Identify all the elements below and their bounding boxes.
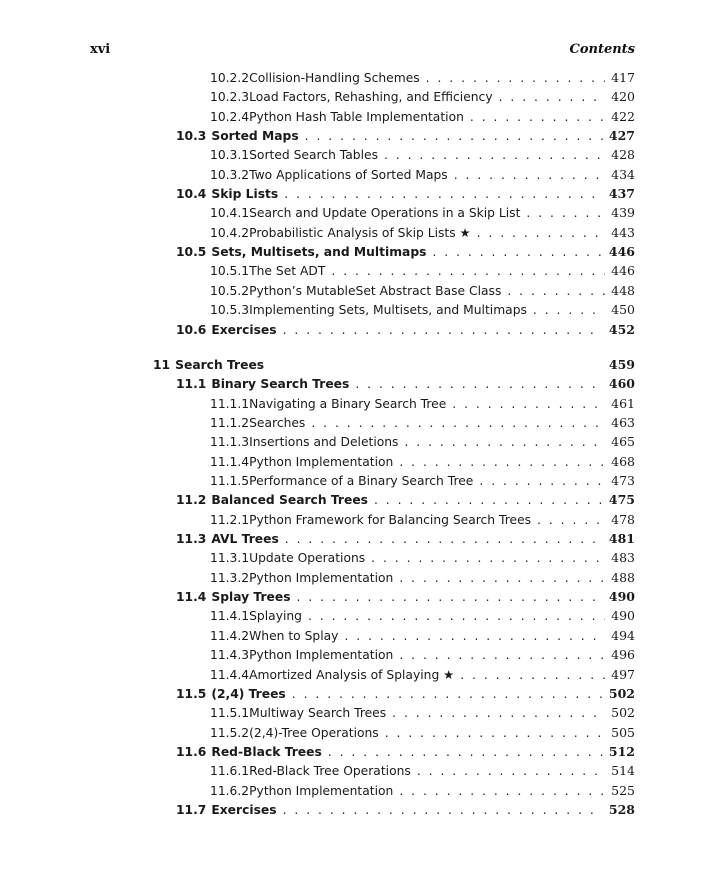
dot-leader (470, 108, 605, 127)
toc-entry-page-number: 494 (611, 628, 635, 643)
toc-entry-page-number: 502 (611, 705, 635, 720)
running-title: Contents (569, 42, 635, 57)
toc-entry-page-number: 443 (611, 225, 635, 240)
toc-entry-number: 11.6.1 (210, 764, 250, 778)
toc-section-entry[interactable] (176, 587, 635, 606)
toc-entry-page-number: 475 (608, 492, 635, 507)
toc-entry-page-number: 439 (611, 205, 635, 220)
dot-leader (371, 549, 605, 568)
toc-entry-number: 10.4 (176, 187, 207, 201)
toc-entry-number: 11.3.1 (210, 551, 250, 565)
toc-section-entry[interactable] (176, 242, 635, 261)
dot-leader (507, 282, 605, 301)
toc-subsection-entry[interactable] (210, 781, 635, 800)
dot-leader (284, 185, 603, 204)
toc-entry-title: Splaying (249, 609, 302, 623)
toc-entry-title: Python Hash Table Implementation (249, 110, 464, 124)
toc-subsection-entry[interactable] (210, 394, 635, 413)
toc-entry-number: 11.1.4 (210, 455, 250, 469)
dot-leader (384, 146, 605, 165)
toc-entry-title: Collision-Handling Schemes (249, 71, 420, 85)
dot-leader (537, 511, 605, 530)
dot-leader (311, 414, 605, 433)
toc-entry-number: 11.6.2 (210, 784, 250, 798)
toc-entry-title: Python Implementation (249, 571, 394, 585)
toc-section-entry[interactable] (176, 529, 635, 548)
dot-leader (385, 724, 605, 743)
toc-entry-number: 11.1.1 (210, 397, 250, 411)
toc-entry-number: 10.4.2 (210, 226, 250, 240)
toc-entry-page-number: 459 (608, 357, 635, 372)
toc-entry-page-number: 461 (611, 396, 635, 411)
toc-entry-page-number: 525 (611, 783, 635, 798)
dot-leader (283, 801, 603, 820)
toc-subsection-entry[interactable] (210, 145, 635, 164)
toc-entry-title: Python’s MutableSet Abstract Base Class (249, 284, 502, 298)
dot-leader (355, 375, 603, 394)
toc-subsection-entry[interactable] (210, 165, 635, 184)
toc-entry-title: Load Factors, Rehashing, and Efficiency (249, 90, 493, 104)
toc-entry-number: 10.3.1 (210, 148, 250, 162)
toc-section-entry[interactable] (176, 126, 635, 145)
dot-leader (399, 782, 605, 801)
toc-entry-number: 10.4.1 (210, 206, 250, 220)
toc-entry-number: 10.5.3 (210, 303, 250, 317)
dot-leader (374, 491, 603, 510)
toc-entry-page-number: 505 (611, 725, 635, 740)
toc-entry-page-number: 481 (608, 531, 635, 546)
toc-subsection-entry[interactable] (210, 761, 635, 780)
dot-leader (399, 453, 605, 472)
toc-subsection-entry[interactable] (210, 281, 635, 300)
toc-entry-title: Skip Lists (211, 187, 279, 201)
toc-entry-number: 11.1.5 (210, 474, 250, 488)
toc-section-entry[interactable] (176, 490, 635, 509)
dot-leader (404, 433, 605, 452)
toc-entry-number: 10.5.1 (210, 264, 250, 278)
toc-entry-page-number: 422 (611, 109, 635, 124)
toc-entry-number: 11 (153, 358, 171, 372)
toc-chapter-entry[interactable] (153, 355, 635, 374)
toc-subsection-entry[interactable] (210, 432, 635, 451)
toc-subsection-entry[interactable] (210, 665, 635, 684)
toc-entry-number: 11.2.1 (210, 513, 250, 527)
dot-leader (479, 472, 605, 491)
dot-leader (331, 262, 605, 281)
toc-entry-number: 11.3 (176, 532, 207, 546)
toc-subsection-entry[interactable] (210, 261, 635, 280)
toc-entry-number: 10.5 (176, 245, 207, 259)
toc-subsection-entry[interactable] (210, 568, 635, 587)
toc-entry-title: Exercises (211, 323, 277, 337)
toc-subsection-entry[interactable] (210, 723, 635, 742)
toc-subsection-entry[interactable] (210, 703, 635, 722)
toc-entry-title: Implementing Sets, Multisets, and Multimaps (249, 303, 527, 317)
toc-entry-page-number: 514 (611, 763, 635, 778)
toc-subsection-entry[interactable] (210, 626, 635, 645)
toc-entry-title: Red-Black Trees (211, 745, 322, 759)
toc-entry-title: Splay Trees (211, 590, 291, 604)
toc-entry-title: Exercises (211, 803, 277, 817)
toc-entry-title: (2,4) Trees (211, 687, 286, 701)
toc-subsection-entry[interactable] (210, 203, 635, 222)
toc-section-entry[interactable] (176, 320, 635, 339)
toc-entry-page-number: 502 (608, 686, 635, 701)
toc-entry-page-number: 468 (611, 454, 635, 469)
toc-entry-title: Amortized Analysis of Splaying ★ (249, 668, 455, 682)
toc-entry-page-number: 463 (611, 415, 635, 430)
toc-section-entry[interactable] (176, 184, 635, 203)
dot-leader (499, 88, 606, 107)
toc-entry-title: Python Implementation (249, 455, 394, 469)
dot-leader (426, 69, 605, 88)
dot-leader (328, 743, 603, 762)
toc-entry-number: 11.2 (176, 493, 207, 507)
toc-subsection-entry[interactable] (210, 452, 635, 471)
toc-entry-title: Performance of a Binary Search Tree (249, 474, 474, 488)
toc-entry-title: Python Implementation (249, 784, 394, 798)
toc-section-entry[interactable] (176, 684, 635, 703)
dot-leader (460, 666, 605, 685)
toc-entry-page-number: 528 (608, 802, 635, 817)
toc-entry-page-number: 496 (611, 647, 635, 662)
toc-entry-number: 11.1 (176, 377, 207, 391)
toc-entry-number: 10.3.2 (210, 168, 250, 182)
toc-subsection-entry[interactable] (210, 223, 635, 242)
toc-entry-number: 11.5.1 (210, 706, 250, 720)
toc-subsection-entry[interactable] (210, 606, 635, 625)
toc-entry-page-number: 512 (608, 744, 635, 759)
toc-section-entry[interactable] (176, 742, 635, 761)
toc-entry-page-number: 483 (611, 550, 635, 565)
dot-leader (344, 627, 605, 646)
toc-entry-title: (2,4)-Tree Operations (249, 726, 379, 740)
toc-entry-title: Multiway Search Trees (249, 706, 387, 720)
toc-entry-page-number: 497 (611, 667, 635, 682)
dot-leader (477, 224, 606, 243)
toc-entry-page-number: 446 (611, 263, 635, 278)
toc-entry-title: Two Applications of Sorted Maps (249, 168, 448, 182)
toc-entry-number: 10.6 (176, 323, 207, 337)
toc-entry-number: 11.3.2 (210, 571, 250, 585)
toc-entry-page-number: 478 (611, 512, 635, 527)
toc-entry-page-number: 465 (611, 434, 635, 449)
dot-leader (432, 243, 602, 262)
page-number-label: xvi (90, 42, 111, 57)
dot-leader (292, 685, 603, 704)
toc-entry-page-number: 417 (611, 70, 635, 85)
toc-entry-title: Probabilistic Analysis of Skip Lists ★ (249, 226, 471, 240)
toc-entry-page-number: 452 (608, 322, 635, 337)
toc-entry-title: Search and Update Operations in a Skip List (249, 206, 521, 220)
dot-leader (417, 762, 605, 781)
toc-subsection-entry[interactable] (210, 645, 635, 664)
toc-section-entry[interactable] (176, 374, 635, 393)
toc-entry-page-number: 473 (611, 473, 635, 488)
toc-entry-page-number: 446 (608, 244, 635, 259)
toc-entry-page-number: 434 (611, 167, 635, 182)
toc-entry-title: Update Operations (249, 551, 366, 565)
toc-entry-page-number: 437 (608, 186, 635, 201)
toc-entry-title: Navigating a Binary Search Tree (249, 397, 447, 411)
toc-entry-page-number: 428 (611, 147, 635, 162)
toc-entry-title: Sorted Maps (211, 129, 299, 143)
toc-subsection-entry[interactable] (210, 300, 635, 319)
dot-leader (305, 127, 603, 146)
toc-section-entry[interactable] (176, 800, 635, 819)
toc-entry-page-number: 420 (611, 89, 635, 104)
dot-leader (526, 204, 605, 223)
toc-entry-title: Binary Search Trees (211, 377, 350, 391)
dot-leader (399, 569, 605, 588)
toc-entry-number: 11.4.1 (210, 609, 250, 623)
dot-leader (283, 321, 603, 340)
toc-entry-number: 11.4.3 (210, 648, 250, 662)
toc-entry-page-number: 490 (608, 589, 635, 604)
toc-entry-title: Red-Black Tree Operations (249, 764, 411, 778)
toc-entry-page-number: 448 (611, 283, 635, 298)
toc-subsection-entry[interactable] (210, 471, 635, 490)
dot-leader (285, 530, 603, 549)
dot-leader (452, 395, 605, 414)
dot-leader (297, 588, 603, 607)
dot-leader (533, 301, 605, 320)
toc-entry-title: Sets, Multisets, and Multimaps (211, 245, 427, 259)
toc-entry-number: 10.3 (176, 129, 207, 143)
toc-entry-number: 10.2.4 (210, 110, 250, 124)
toc-entry-number: 11.4.4 (210, 668, 250, 682)
toc-entry-number: 10.2.3 (210, 90, 250, 104)
toc-entry-number: 10.2.2 (210, 71, 250, 85)
toc-entry-title: Python Implementation (249, 648, 394, 662)
toc-entry-page-number: 427 (608, 128, 635, 143)
running-header (90, 42, 635, 60)
toc-entry-number: 11.6 (176, 745, 207, 759)
dot-leader (392, 704, 605, 723)
toc-entry-number: 11.1.2 (210, 416, 250, 430)
dot-leader (454, 166, 605, 185)
toc-entry-number: 11.4.2 (210, 629, 250, 643)
toc-entry-number: 11.1.3 (210, 435, 250, 449)
toc-entry-page-number: 488 (611, 570, 635, 585)
toc-subsection-entry[interactable] (210, 68, 635, 87)
toc-entry-page-number: 450 (611, 302, 635, 317)
toc-subsection-entry[interactable] (210, 87, 635, 106)
toc-entry-title: Search Trees (175, 358, 265, 372)
toc-entry-title: AVL Trees (211, 532, 279, 546)
dot-leader (399, 646, 605, 665)
toc-entry-title: Insertions and Deletions (249, 435, 399, 449)
toc-entry-title: Searches (249, 416, 306, 430)
toc-entry-title: Python Framework for Balancing Search Trees (249, 513, 532, 527)
toc-entry-number: 10.5.2 (210, 284, 250, 298)
toc-entry-number: 11.4 (176, 590, 207, 604)
toc-entry-title: When to Splay (249, 629, 339, 643)
toc-subsection-entry[interactable] (210, 548, 635, 567)
dot-leader (308, 607, 605, 626)
toc-subsection-entry[interactable] (210, 107, 635, 126)
toc-subsection-entry[interactable] (210, 510, 635, 529)
toc-entry-number: 11.5.2 (210, 726, 250, 740)
toc-entry-number: 11.5 (176, 687, 207, 701)
toc-entry-title: The Set ADT (249, 264, 326, 278)
toc-entry-title: Sorted Search Tables (249, 148, 378, 162)
toc-entry-page-number: 490 (611, 608, 635, 623)
toc-entry-title: Balanced Search Trees (211, 493, 368, 507)
toc-subsection-entry[interactable] (210, 413, 635, 432)
toc-entry-page-number: 460 (608, 376, 635, 391)
toc-entry-number: 11.7 (176, 803, 207, 817)
